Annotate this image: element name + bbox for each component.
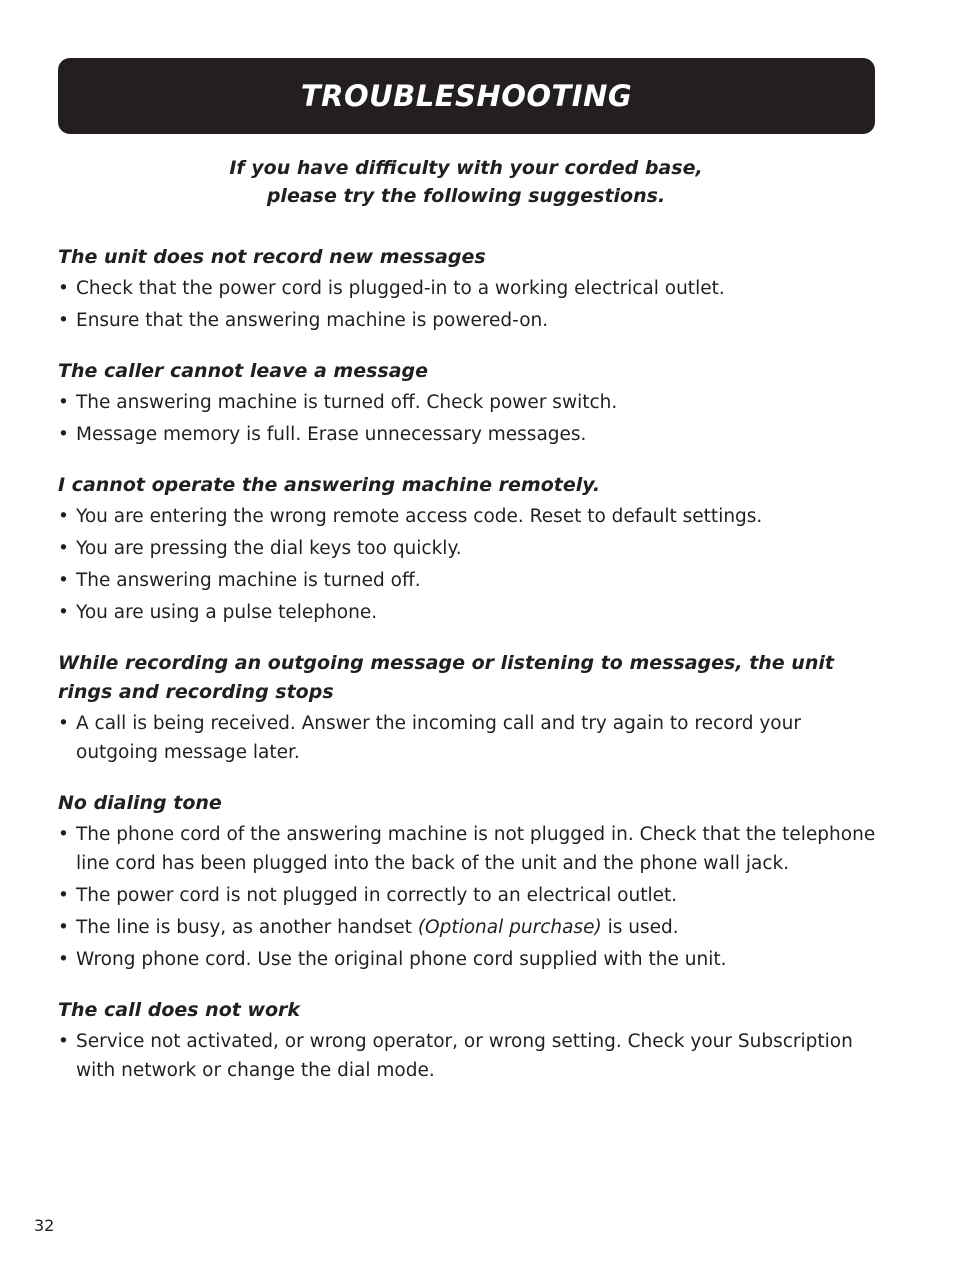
section-heading: The call does not work [58,999,301,1021]
item-list [58,1027,878,1085]
section-caller-cannot-leave [58,357,878,449]
intro-text [0,154,932,210]
section-heading: No dialing tone [58,792,222,814]
item-list [58,388,878,449]
list-item: • The power cord is not plugged in correctly to an electrical outlet. [58,881,878,910]
bullet: • [58,278,69,299]
bullet: • [58,602,69,623]
section-heading: The unit does not record new messages [58,246,486,268]
item-list [58,502,878,627]
bullet: • [58,424,69,445]
page-title: TROUBLESHOOTING [300,79,633,113]
list-item: • Check that the power cord is plugged-in to a working electrical outlet. [58,274,878,303]
bullet: • [58,824,69,845]
bullet: • [58,538,69,559]
bullet: • [58,506,69,527]
list-item: • The answering machine is turned off. Check power switch. [58,388,878,417]
section-call-does-not-work [58,996,878,1085]
bullet: • [58,570,69,591]
page-number: 32 [34,1216,55,1235]
bullet: • [58,885,69,906]
intro-line-1: If you have difficulty with your corded base, [229,157,703,179]
list-item: • The answering machine is turned off. [58,566,878,595]
section-heading: While recording an outgoing message or listening to messages, the unit rings and recording stops [58,652,834,703]
bullet: • [58,310,69,331]
bullet: • [58,1031,69,1052]
section-remote-operation [58,471,878,627]
list-item: • Wrong phone cord. Use the original phone cord supplied with the unit. [58,945,878,974]
bullet: • [58,917,69,938]
list-item: • The line is busy, as another handset (Optional purchase) is used. [58,913,878,942]
item-list [58,820,878,974]
list-item: • A call is being received. Answer the incoming call and try again to record your outgoing message later. [58,709,878,767]
intro-line-2: please try the following suggestions. [266,185,666,207]
bullet: • [58,713,69,734]
item-list [58,709,878,767]
item-list [58,274,878,335]
header-banner [58,58,875,134]
list-item: • The phone cord of the answering machine is not plugged in. Check that the telephone line cord has been plugged into the back of the unit and the phone wall jack. [58,820,878,878]
list-item: • You are pressing the dial keys too quickly. [58,534,878,563]
section-heading: The caller cannot leave a message [58,360,429,382]
section-no-record [58,243,878,335]
bullet: • [58,949,69,970]
list-item: • Service not activated, or wrong operator, or wrong setting. Check your Subscription with network or change the dial mode. [58,1027,878,1085]
list-item: • Ensure that the answering machine is powered-on. [58,306,878,335]
troubleshooting-content [58,243,878,1107]
section-no-dialing-tone [58,789,878,974]
list-item: • You are entering the wrong remote access code. Reset to default settings. [58,502,878,531]
list-item: • Message memory is full. Erase unnecessary messages. [58,420,878,449]
section-heading: I cannot operate the answering machine remotely. [58,474,601,496]
bullet: • [58,392,69,413]
list-item: • You are using a pulse telephone. [58,598,878,627]
section-recording-stops [58,649,878,767]
